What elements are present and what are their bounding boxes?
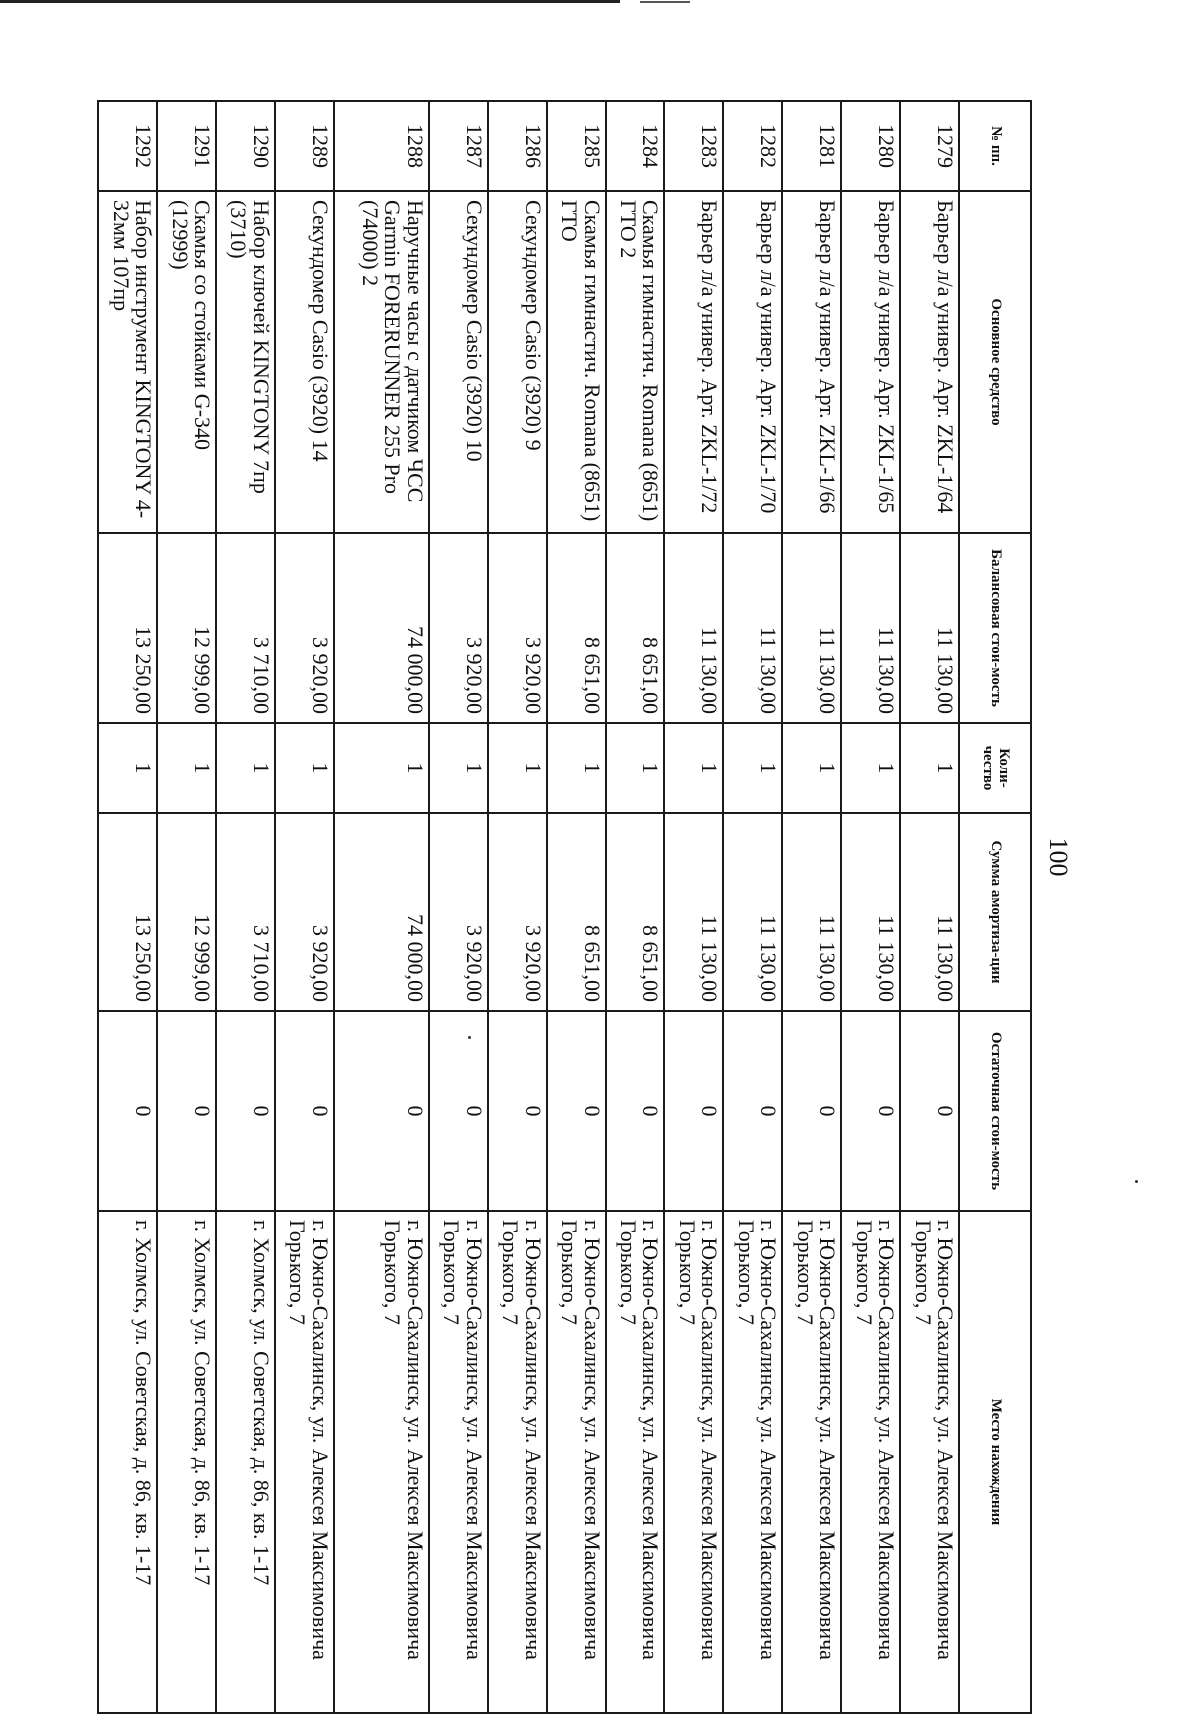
header-book-value: Балансовая стои-мость xyxy=(959,533,1031,723)
cell-location: г. Южно-Сахалинск, ул. Алексея Максимовича Горького, 7 xyxy=(429,1211,488,1713)
cell-asset: Барьер л/а универ. Арт. ZKL-1/65 xyxy=(841,191,900,533)
cell-amortization: 11 130,00 xyxy=(723,813,782,1011)
cell-book-value: 11 130,00 xyxy=(723,533,782,723)
table-row xyxy=(723,101,782,1713)
cell-residual: 0 xyxy=(606,1011,665,1211)
cell-amortization: 11 130,00 xyxy=(900,813,959,1011)
cell-location: г. Южно-Сахалинск, ул. Алексея Максимовича Горького, 7 xyxy=(547,1211,606,1713)
cell-asset: Набор ключей KINGTONY 7пр (3710) xyxy=(216,191,275,533)
cell-amortization: 3 920,00 xyxy=(429,813,488,1011)
cell-qty: 1 xyxy=(98,723,157,813)
cell-book-value: 8 651,00 xyxy=(606,533,665,723)
cell-asset: Скамья со стойками G-340 (12999) xyxy=(157,191,216,533)
cell-num: 1289 xyxy=(275,101,334,191)
cell-amortization: 3 920,00 xyxy=(488,813,547,1011)
cell-num: 1285 xyxy=(547,101,606,191)
cell-book-value: 3 920,00 xyxy=(488,533,547,723)
cell-qty: 1 xyxy=(547,723,606,813)
cell-asset: Набор инструмент KINGTONY 4-32мм 107пр xyxy=(98,191,157,533)
cell-qty: 1 xyxy=(900,723,959,813)
scan-speck xyxy=(1135,1180,1138,1183)
cell-qty: 1 xyxy=(216,723,275,813)
cell-residual: 0 xyxy=(664,1011,723,1211)
cell-residual: 0 xyxy=(334,1011,429,1211)
page-number: 100 xyxy=(1044,837,1073,877)
table-row xyxy=(606,101,665,1713)
table-row xyxy=(216,101,275,1713)
cell-book-value: 11 130,00 xyxy=(841,533,900,723)
cell-location: г. Южно-Сахалинск, ул. Алексея Максимовича Горького, 7 xyxy=(664,1211,723,1713)
cell-num: 1290 xyxy=(216,101,275,191)
cell-num: 1283 xyxy=(664,101,723,191)
cell-residual: 0 xyxy=(841,1011,900,1211)
cell-amortization: 3 920,00 xyxy=(275,813,334,1011)
cell-location: г. Холмск, ул. Советская, д. 86, кв. 1-17 xyxy=(157,1211,216,1713)
header-amortization: Сумма амортиза-ции xyxy=(959,813,1031,1011)
cell-qty: 1 xyxy=(275,723,334,813)
cell-num: 1291 xyxy=(157,101,216,191)
table-row xyxy=(841,101,900,1713)
table-row xyxy=(429,101,488,1713)
asset-table xyxy=(97,100,1032,1714)
cell-location: г. Южно-Сахалинск, ул. Алексея Максимовича Горького, 7 xyxy=(275,1211,334,1713)
table-header-row xyxy=(959,101,1031,1713)
cell-location: г. Южно-Сахалинск, ул. Алексея Максимовича Горького, 7 xyxy=(841,1211,900,1713)
rotated-table-container xyxy=(97,100,1032,1712)
cell-location: г. Южно-Сахалинск, ул. Алексея Максимовича Горького, 7 xyxy=(723,1211,782,1713)
cell-num: 1282 xyxy=(723,101,782,191)
table-row xyxy=(488,101,547,1713)
table-row xyxy=(334,101,429,1713)
cell-qty: 1 xyxy=(723,723,782,813)
cell-location: г. Южно-Сахалинск, ул. Алексея Максимовича Горького, 7 xyxy=(782,1211,841,1713)
cell-amortization: 74 000,00 xyxy=(334,813,429,1011)
header-qty: Коли-чество xyxy=(959,723,1031,813)
table-row xyxy=(782,101,841,1713)
table-row xyxy=(900,101,959,1713)
cell-residual: 0 xyxy=(723,1011,782,1211)
cell-qty: 1 xyxy=(841,723,900,813)
cell-num: 1281 xyxy=(782,101,841,191)
cell-qty: 1 xyxy=(664,723,723,813)
cell-asset: Скамья гимнастич. Romana (8651) ГТО 2 xyxy=(606,191,665,533)
cell-location: г. Холмск, ул. Советская, д. 86, кв. 1-17 xyxy=(216,1211,275,1713)
cell-amortization: 3 710,00 xyxy=(216,813,275,1011)
cell-residual: 0 xyxy=(275,1011,334,1211)
table-row xyxy=(664,101,723,1713)
cell-qty: 1 xyxy=(157,723,216,813)
cell-num: 1279 xyxy=(900,101,959,191)
cell-residual: 0 xyxy=(900,1011,959,1211)
cell-location: г. Холмск, ул. Советская, д. 86, кв. 1-17 xyxy=(98,1211,157,1713)
cell-book-value: 11 130,00 xyxy=(782,533,841,723)
cell-book-value: 11 130,00 xyxy=(664,533,723,723)
cell-location: г. Южно-Сахалинск, ул. Алексея Максимовича Горького, 7 xyxy=(488,1211,547,1713)
cell-asset: Барьер л/а универ. Арт. ZKL-1/70 xyxy=(723,191,782,533)
cell-asset: Наручные часы с датчиком ЧСС Garmin FORERUNNER 255 Pro (74000) 2 xyxy=(334,191,429,533)
cell-asset: Секундомер Casio (3920) 9 xyxy=(488,191,547,533)
cell-num: 1292 xyxy=(98,101,157,191)
cell-asset: Секундомер Casio (3920) 10 xyxy=(429,191,488,533)
cell-residual: 0 xyxy=(157,1011,216,1211)
table-row xyxy=(157,101,216,1713)
cell-num: 1288 xyxy=(334,101,429,191)
cell-residual: 0 xyxy=(488,1011,547,1211)
table-row xyxy=(547,101,606,1713)
scan-edge-mark xyxy=(640,1,690,3)
cell-asset: Секундомер Casio (3920) 14 xyxy=(275,191,334,533)
header-asset: Основное средство xyxy=(959,191,1031,533)
table-row xyxy=(275,101,334,1713)
cell-book-value: 3 710,00 xyxy=(216,533,275,723)
cell-num: 1280 xyxy=(841,101,900,191)
cell-qty: 1 xyxy=(429,723,488,813)
cell-book-value: 3 920,00 xyxy=(275,533,334,723)
cell-asset: Барьер л/а универ. Арт. ZKL-1/72 xyxy=(664,191,723,533)
cell-residual: 0 xyxy=(782,1011,841,1211)
header-location: Место нахождения xyxy=(959,1211,1031,1713)
cell-amortization: 11 130,00 xyxy=(782,813,841,1011)
cell-book-value: 3 920,00 xyxy=(429,533,488,723)
cell-residual: 0 xyxy=(547,1011,606,1211)
cell-asset: Барьер л/а универ. Арт. ZKL-1/66 xyxy=(782,191,841,533)
cell-location: г. Южно-Сахалинск, ул. Алексея Максимовича Горького, 7 xyxy=(900,1211,959,1713)
cell-location: г. Южно-Сахалинск, ул. Алексея Максимовича Горького, 7 xyxy=(606,1211,665,1713)
cell-residual: 0 xyxy=(216,1011,275,1211)
cell-amortization: 11 130,00 xyxy=(664,813,723,1011)
cell-amortization: 12 999,00 xyxy=(157,813,216,1011)
cell-residual: 0 xyxy=(429,1011,488,1211)
cell-num: 1287 xyxy=(429,101,488,191)
cell-book-value: 74 000,00 xyxy=(334,533,429,723)
cell-book-value: 8 651,00 xyxy=(547,533,606,723)
table-row xyxy=(98,101,157,1713)
cell-amortization: 8 651,00 xyxy=(606,813,665,1011)
cell-book-value: 11 130,00 xyxy=(900,533,959,723)
cell-qty: 1 xyxy=(606,723,665,813)
cell-qty: 1 xyxy=(488,723,547,813)
header-residual: Остаточная стои-мость xyxy=(959,1011,1031,1211)
cell-amortization: 8 651,00 xyxy=(547,813,606,1011)
cell-asset: Скамья гимнастич. Romana (8651) ГТО xyxy=(547,191,606,533)
cell-book-value: 12 999,00 xyxy=(157,533,216,723)
cell-qty: 1 xyxy=(782,723,841,813)
scan-edge-line xyxy=(0,0,620,3)
cell-qty: 1 xyxy=(334,723,429,813)
cell-location: г. Южно-Сахалинск, ул. Алексея Максимовича Горького, 7 xyxy=(334,1211,429,1713)
cell-num: 1284 xyxy=(606,101,665,191)
cell-amortization: 11 130,00 xyxy=(841,813,900,1011)
cell-book-value: 13 250,00 xyxy=(98,533,157,723)
header-num: № пп. xyxy=(959,101,1031,191)
cell-residual: 0 xyxy=(98,1011,157,1211)
cell-amortization: 13 250,00 xyxy=(98,813,157,1011)
cell-asset: Барьер л/а универ. Арт. ZKL-1/64 xyxy=(900,191,959,533)
cell-num: 1286 xyxy=(488,101,547,191)
